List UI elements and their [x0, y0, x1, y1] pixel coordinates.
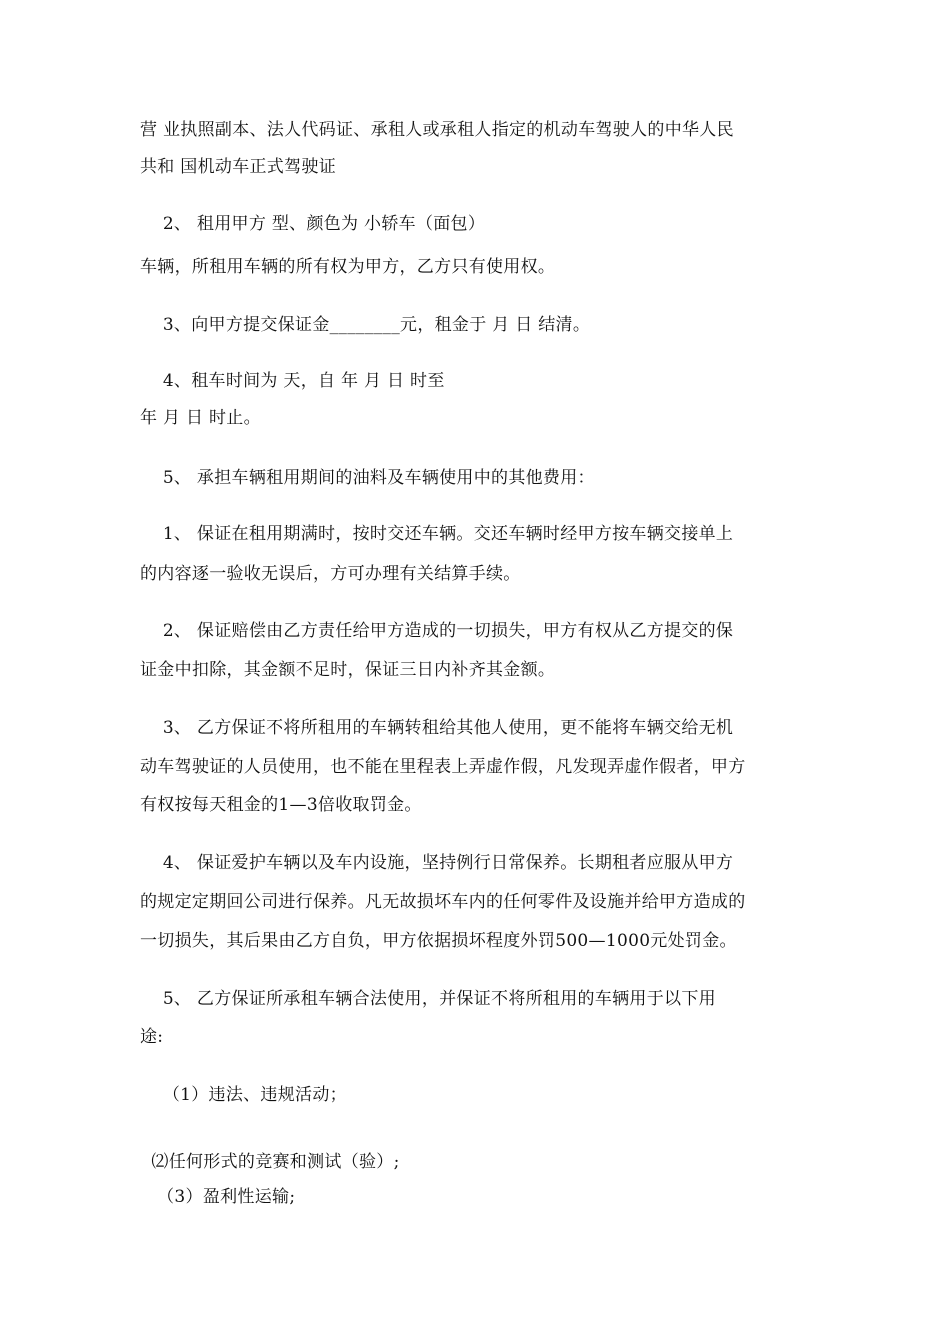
text-line: 3、向甲方提交保证金________元，租金于 月 日 结清。	[140, 315, 591, 335]
text-line: 动车驾驶证的人员使用，也不能在里程表上弄虚作假，凡发现弄虚作假者，甲方	[140, 757, 746, 777]
text-line: 营 业执照副本、法人代码证、承租人或承租人指定的机动车驾驶人的中华人民	[140, 120, 734, 140]
text-line: 1、 保证在租用期满时，按时交还车辆。交还车辆时经甲方按车辆交接单上	[140, 524, 734, 544]
text-line: 5、 承担车辆租用期间的油料及车辆使用中的其他费用：	[140, 468, 595, 488]
text-line: 的规定定期回公司进行保养。凡无故损坏车内的任何零件及设施并给甲方造成的	[140, 892, 746, 912]
text-line: 的内容逐一验收无误后，方可办理有关结算手续。	[140, 564, 521, 584]
text-line: 4、租车时间为 天，自 年 月 日 时至	[140, 371, 445, 391]
text-line: 2、 保证赔偿由乙方责任给甲方造成的一切损失，甲方有权从乙方提交的保	[140, 621, 734, 641]
text-line: 2、 租用甲方 型、颜色为 小轿车（面包）	[140, 214, 486, 234]
text-line: 证金中扣除，其金额不足时，保证三日内补齐其金额。	[140, 660, 556, 680]
text-line: 共和 国机动车正式驾驶证	[140, 157, 337, 177]
text-line: 4、 保证爱护车辆以及车内设施，坚持例行日常保养。长期租者应服从甲方	[140, 853, 734, 873]
text-line: ⑵任何形式的竞赛和测试（验）;	[140, 1152, 400, 1172]
text-line: 有权按每天租金的1—3倍收取罚金。	[140, 795, 422, 815]
text-line: 年 月 日 时止。	[140, 408, 261, 428]
text-line: 途:	[140, 1027, 164, 1047]
text-line: （1）违法、违规活动；	[140, 1085, 347, 1105]
text-line: （3）盈利性运输;	[140, 1187, 296, 1207]
text-line: 一切损失，其后果由乙方自负，甲方依据损坏程度外罚500—1000元处罚金。	[140, 931, 737, 951]
text-line: 5、 乙方保证所承租车辆合法使用，并保证不将所租用的车辆用于以下用	[140, 989, 716, 1009]
text-line: 3、 乙方保证不将所租用的车辆转租给其他人使用，更不能将车辆交给无机	[140, 718, 734, 738]
text-line: 车辆，所租用车辆的所有权为甲方，乙方只有使用权。	[140, 257, 556, 277]
